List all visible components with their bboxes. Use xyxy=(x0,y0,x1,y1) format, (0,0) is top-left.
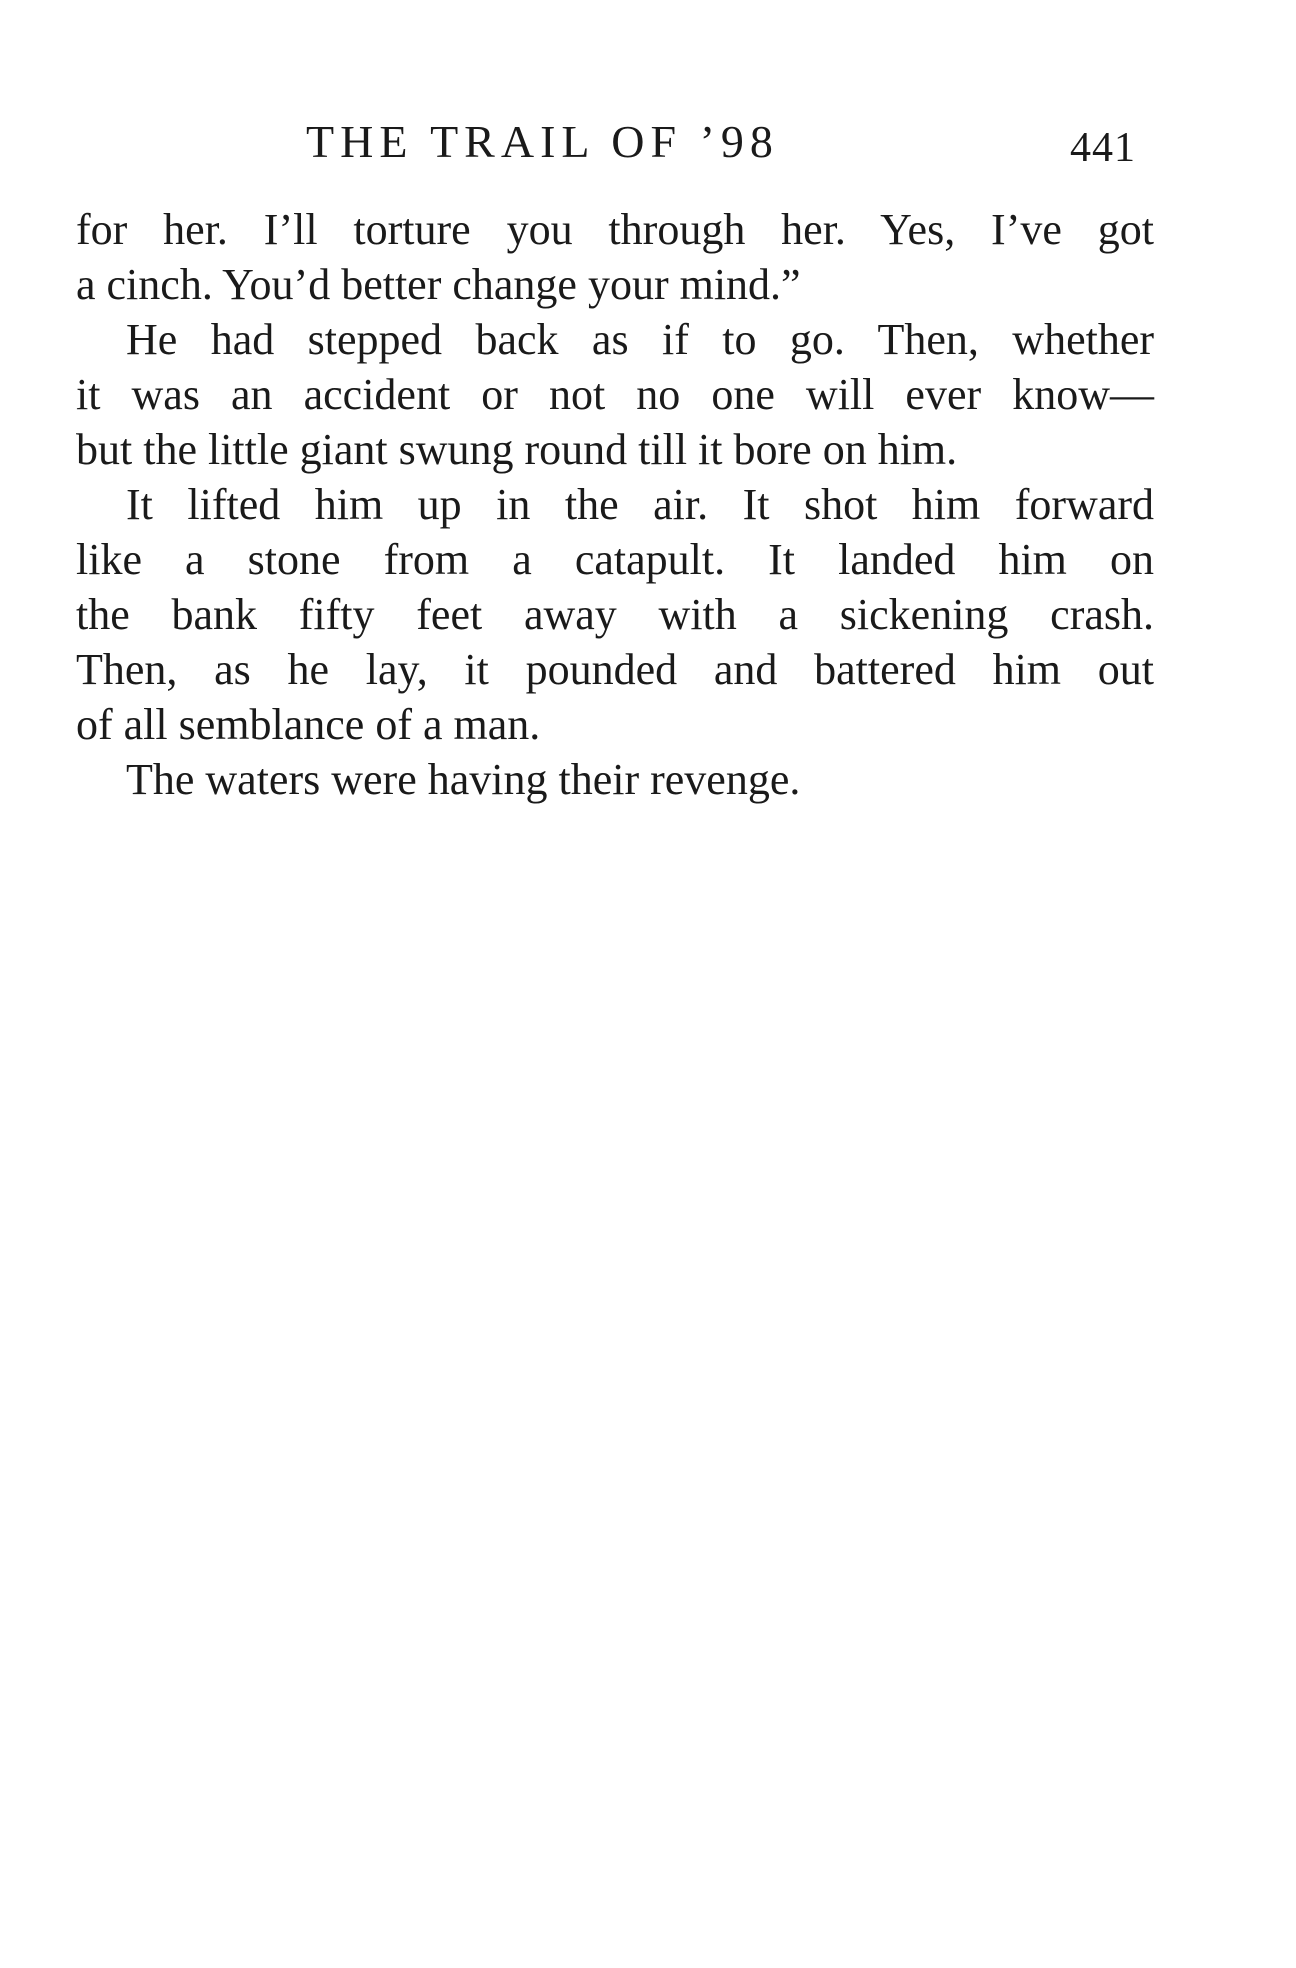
text-line: The waters were having their revenge. xyxy=(126,755,801,804)
text-line: It lifted him up in the air. It shot him forward xyxy=(126,480,1154,529)
text-line: Then, as he lay, it pounded and battered him out xyxy=(76,645,1154,694)
text-line: like a stone from a catapult. It landed him on xyxy=(76,535,1154,584)
text-line: He had stepped back as if to go. Then, whether xyxy=(126,315,1154,364)
running-title: THE TRAIL OF ’98 xyxy=(306,116,779,167)
running-head xyxy=(0,112,1296,172)
text-line: the bank fifty feet away with a sickening crash. xyxy=(76,590,1154,639)
text-line: for her. I’ll torture you through her. Yes, I’ve got xyxy=(76,205,1154,254)
text-line: of all semblance of a man. xyxy=(76,700,541,749)
text-line: a cinch. You’d better change your mind.” xyxy=(76,260,801,309)
page-number: 441 xyxy=(1070,125,1136,171)
text-line: but the little giant swung round till it bore on him. xyxy=(76,425,958,474)
text-line: it was an accident or not no one will ever know— xyxy=(76,370,1154,419)
body-text xyxy=(76,202,1154,807)
